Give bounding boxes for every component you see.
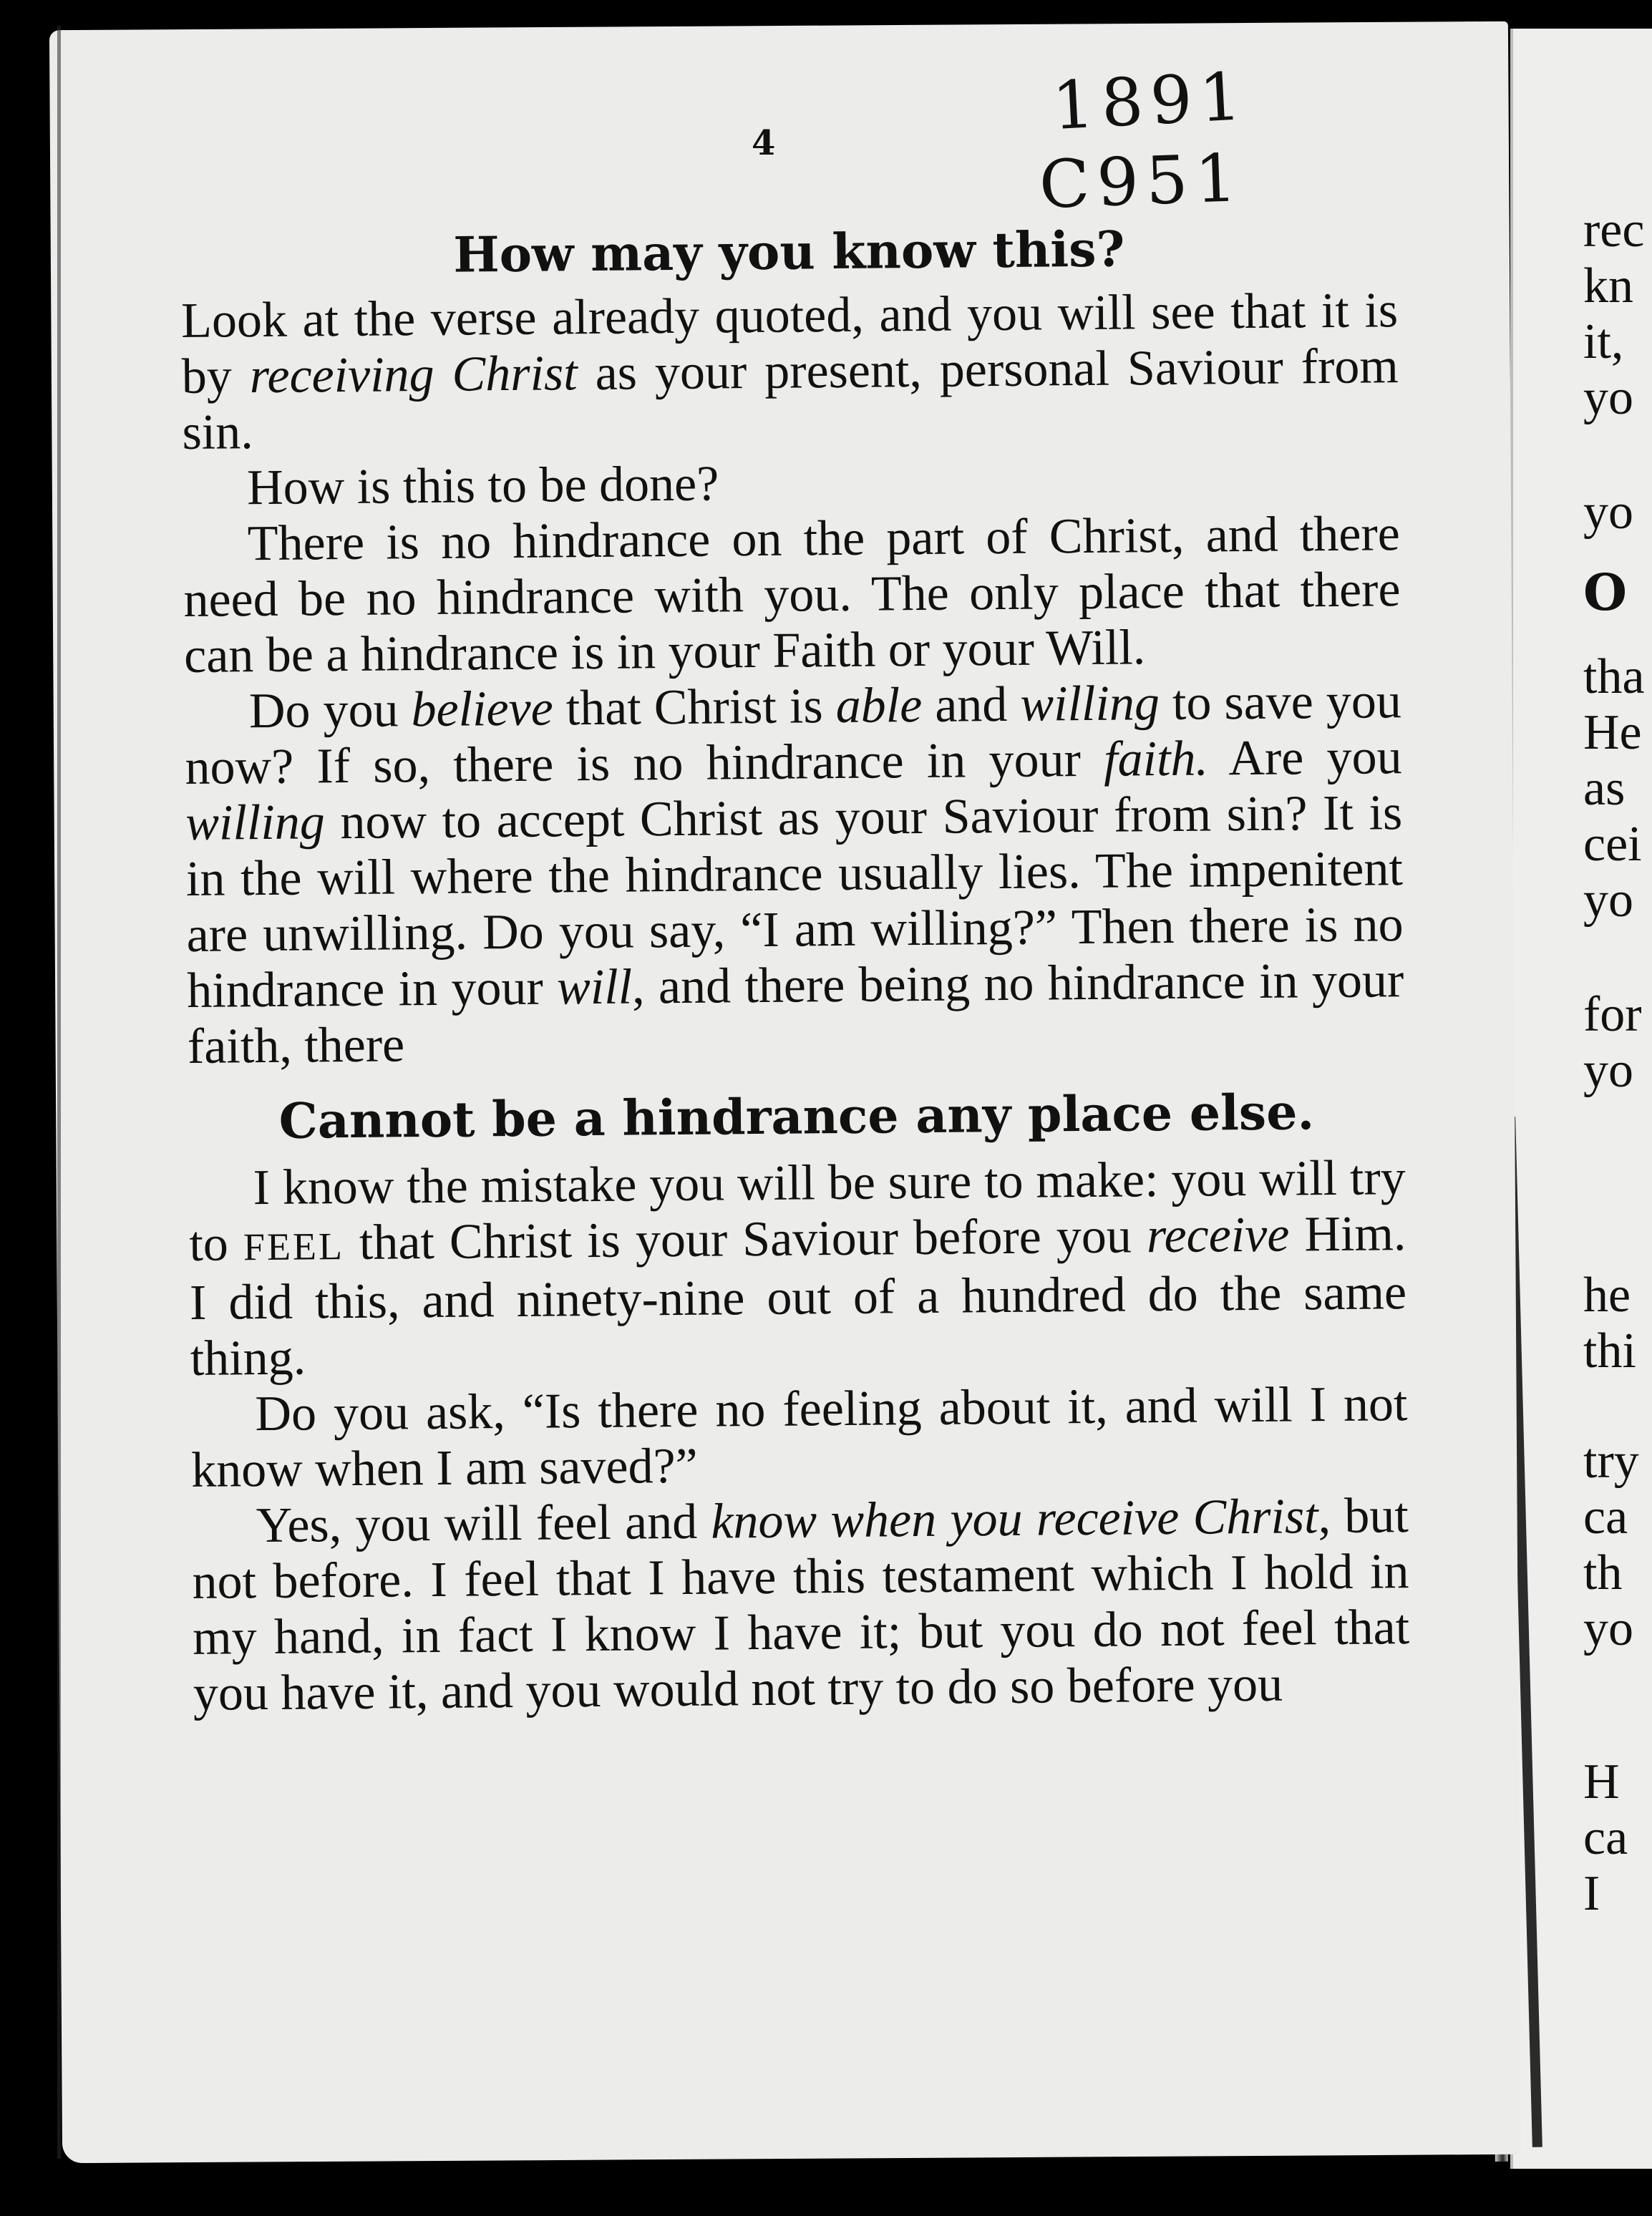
section-heading: How may you know this? <box>453 220 1125 284</box>
text-fragment: rec <box>1583 203 1645 258</box>
text-fragment: H <box>1583 1754 1620 1809</box>
text-fragment: kn <box>1583 258 1633 314</box>
text-fragment: yo <box>1583 1043 1633 1098</box>
page-number: 4 <box>752 123 776 163</box>
paragraph: There is no hindrance on the part of Christ, and there need be no hindrance with you. The only place that there can be a hindrance is in your Faith or your Will. <box>183 506 1401 684</box>
text-fragment: thi <box>1583 1323 1636 1379</box>
handwritten-note-code: C951 <box>1038 140 1245 223</box>
left-page-edge <box>57 26 79 2159</box>
paragraph: Look at the verse already quoted, and you will see that it is by receiving Christ as your present, personal Saviour from sin. <box>180 283 1399 460</box>
text-fragment: O <box>1583 563 1627 622</box>
text-fragment: tha <box>1583 649 1645 704</box>
text-fragment: cei <box>1583 817 1642 872</box>
right-page-text-fragments <box>1583 0 1652 2216</box>
text-fragment: yo <box>1583 485 1633 540</box>
text-fragment: th <box>1583 1545 1623 1600</box>
paragraph: Do you ask, “Is there no feeling about it, and will I not know when I am saved?” <box>190 1376 1408 1498</box>
paragraph: Do you believe that Christ is able and willing to save you now? If so, there is no hindrance in your faith. Are you willing now to accept Christ as your Saviour from sin? It is in the will where the hindrance usually lies. The impenitent are unwilling. Do you say, “I am willing?” Then there is no hindrance in your will, and there being no hindrance in your faith, there <box>185 674 1404 1074</box>
paragraph: I know the mistake you will be sure to make: you will try to FEEL that Christ is your Saviour before you receive Him. I did this, and ninety-nine out of a hundred do the same thing. <box>189 1150 1407 1386</box>
text-fragment: yo <box>1583 370 1633 425</box>
page-body <box>180 217 1410 1722</box>
text-fragment: it, <box>1583 314 1624 369</box>
paragraph: Yes, you will feel and know when you receive Christ, but not before. I feel that I have this testament which I hold in my hand, in fact I know I have it; but you do not feel that you have it, and you would not try to do so before you <box>192 1488 1410 1721</box>
text-fragment: yo <box>1583 873 1633 928</box>
handwritten-note-year: 1891 <box>1050 57 1250 145</box>
text-fragment: for <box>1583 987 1642 1042</box>
text-fragment: I <box>1583 1866 1600 1921</box>
text-fragment: yo <box>1583 1601 1633 1656</box>
text-fragment: ca <box>1583 1810 1628 1865</box>
text-fragment: He <box>1583 705 1642 760</box>
paragraph: How is this to be done? <box>246 456 719 516</box>
text-fragment: he <box>1583 1268 1631 1323</box>
section-heading: Cannot be a hindrance any place else. <box>278 1084 1315 1150</box>
text-fragment: ca <box>1583 1490 1628 1545</box>
text-fragment: as <box>1583 761 1626 816</box>
text-fragment: try <box>1583 1434 1639 1489</box>
